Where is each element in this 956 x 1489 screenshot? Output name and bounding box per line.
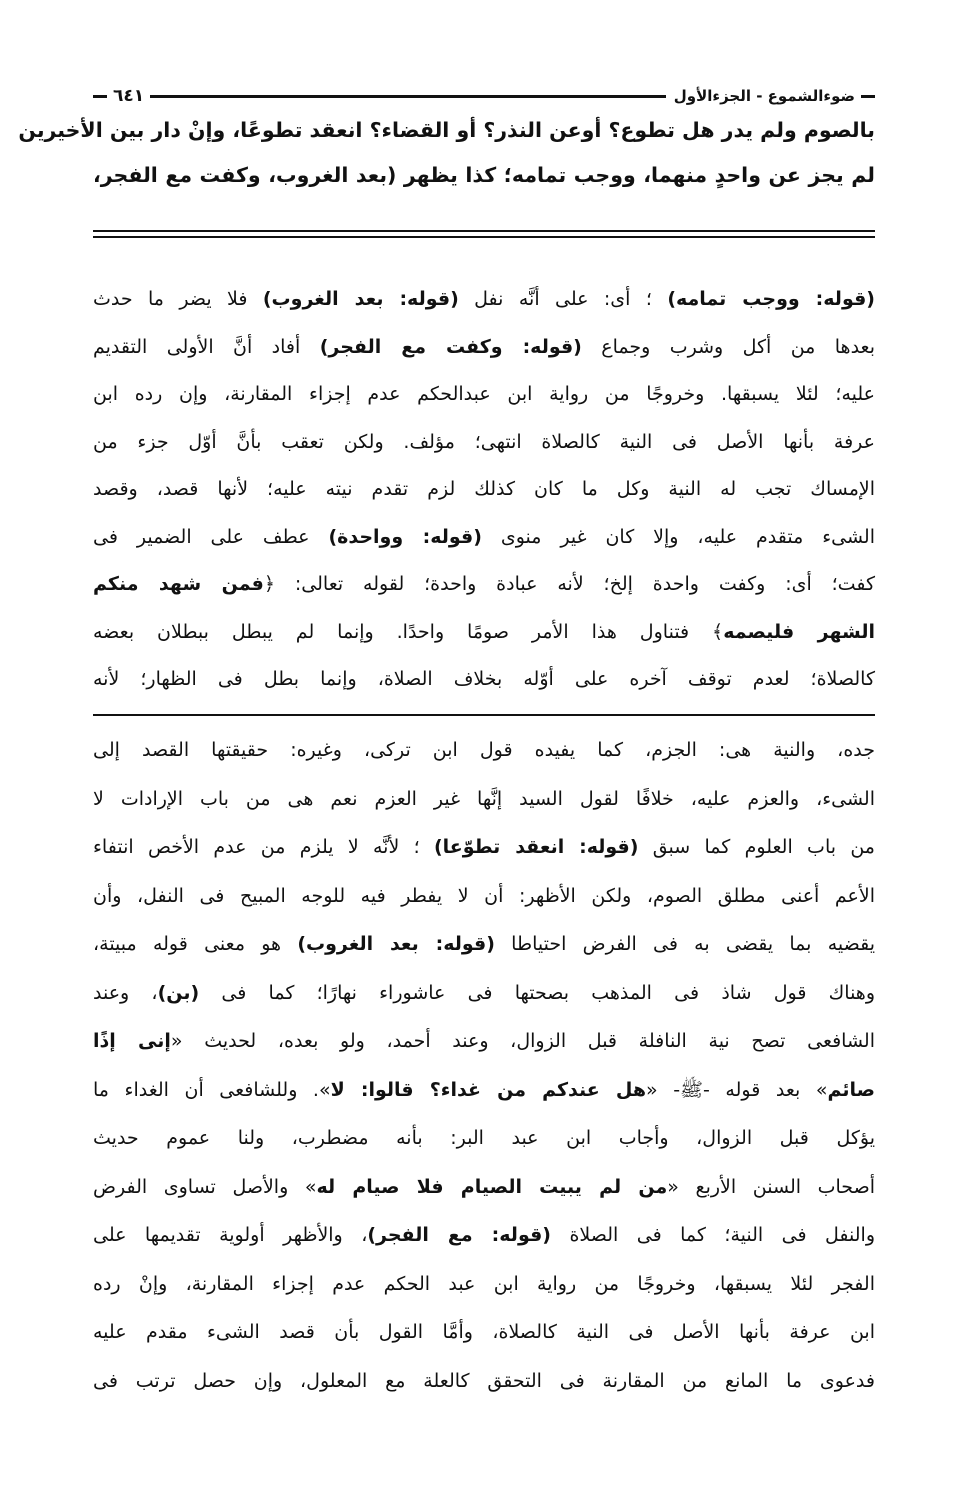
text-line bbox=[93, 561, 875, 609]
bold-quote: (قوله: بعد الغروب) bbox=[297, 933, 495, 955]
text-segment: ؛ لأنَّه لا يلزم من عدم الأخص انتفاء bbox=[93, 836, 434, 858]
text-segment: الفجر لئلا يسبقها، وخروجًا من رواية ابن عبد الحكم عدم إجزاء المقارنة، وإنْ رده bbox=[93, 1272, 875, 1295]
text-line bbox=[93, 1260, 875, 1309]
text-segment: فدعوى ما المانع من المقارنة فى التحقق كالعلة مع المعلول، وإن حصل ترتب فى bbox=[93, 1369, 875, 1392]
book-title: ضوءالشموع - الجزءالأول bbox=[673, 87, 855, 105]
text-segment: الشافعى تصح نية النافلة قبل الزوال، وعند أحمد، ولو بعده، لحديث « bbox=[170, 1030, 875, 1052]
text-segment: كفت؛ أى: وكفت واحدة إلخ؛ لأنه عبادة واحدة؛ لقوله تعالى: ﴿ bbox=[263, 573, 875, 595]
text-segment: الإمساك تجب له النية وكل ما كان كذلك لزم تقدم نيته عليه؛ لأنها قصد، وقصد bbox=[93, 478, 875, 500]
text-segment: وهناك قول شاذ فى المذهب بصحتها فى عاشوراء نهارًا؛ كما فى bbox=[199, 981, 875, 1004]
text-line bbox=[93, 276, 875, 324]
text-segment: يؤكل قبل الزوال، وأجاب ابن عبد البر: بأنه مضطرب، ولنا عموم حديث bbox=[93, 1127, 875, 1149]
text-segment: الشىء، والعزم عليه، خلافًا لقول السيد إنَّها غير العزم نعم هى من باب الإرادات لا bbox=[93, 787, 875, 810]
text-line bbox=[93, 1114, 875, 1163]
text-segment: الشىء متقدم عليه، وإلا كان غير منوى bbox=[481, 525, 875, 548]
text-line bbox=[93, 726, 875, 775]
text-line bbox=[93, 1211, 875, 1260]
text-segment: أصحاب السنن الأربع « bbox=[667, 1175, 875, 1198]
text-line bbox=[93, 371, 875, 419]
text-segment: عليه؛ لئلا يسبقها. وخروجًا من رواية ابن عبدالحكم عدم إجزاء المقارنة، وإن رده ابن bbox=[93, 383, 875, 405]
bold-quote: (قوله: وواحدة) bbox=[328, 525, 482, 548]
text-segment: من باب العلوم كما سبق bbox=[638, 836, 875, 858]
header-rule bbox=[150, 95, 666, 98]
text-segment: » والأصل تساوى الفرض bbox=[93, 1175, 317, 1198]
bold-quote: (قوله: بعد الغروب) bbox=[262, 288, 459, 310]
text-line bbox=[93, 1163, 875, 1212]
text-line bbox=[93, 324, 875, 372]
text-line bbox=[18, 108, 875, 153]
text-line bbox=[93, 153, 875, 198]
text-segment: ابن عرفة بأنها الأصل فى النية كالصلاة، وأمَّا القول بأن قصد الشىء مقدم عليه bbox=[93, 1321, 875, 1343]
text-segment: ». وللشافعى أن الغداء ما bbox=[93, 1078, 331, 1101]
page-number: ٦٤١ bbox=[113, 86, 145, 106]
commentary-block-2 bbox=[93, 726, 875, 1405]
text-segment: الأعم أعنى مطلق الصوم، ولكن الأظهر: أن لا يفطر فيه للوجه المبيح فى النفل، وأن bbox=[93, 884, 875, 907]
bold-quote: من لم يبيت الصيام فلا صيام له bbox=[316, 1175, 668, 1198]
bold-quote: (قوله: انعقد تطوّعا) bbox=[433, 836, 639, 858]
text-segment: بعدها من أكل وشرب وجماع bbox=[581, 335, 875, 358]
text-line bbox=[93, 656, 875, 704]
commentary-block-1 bbox=[93, 276, 875, 704]
text-segment: أفاد أنَّ الأولى التقديم bbox=[93, 335, 320, 358]
main-text bbox=[18, 108, 875, 198]
text-segment: هو معنى قوله مبيتة، bbox=[93, 933, 298, 955]
bold-quote: هل عندكم من غداء؟ قالوا: لا bbox=[330, 1078, 647, 1101]
running-header bbox=[93, 82, 875, 110]
double-rule-divider bbox=[93, 230, 875, 238]
text-line bbox=[93, 609, 875, 657]
bold-quote: (قوله: وكفت مع الفجر) bbox=[319, 335, 582, 358]
text-segment: والنفل فى النية؛ كما فى الصلاة bbox=[550, 1224, 875, 1246]
text-segment: ، وعند bbox=[93, 981, 158, 1004]
text-segment: » بعد قوله -ﷺ- « bbox=[646, 1078, 828, 1101]
text-segment: كالصلاة؛ لعدم توقف آخره على أوّله بخلاف الصلاة، وإنما بطل فى الظهار؛ لأنه bbox=[93, 668, 875, 690]
text-line bbox=[93, 1066, 875, 1115]
text-segment: جده، والنية هى: الجزم، كما يفيده قول ابن تركى، وغيره: حقيقتها القصد إلى bbox=[93, 739, 875, 761]
bold-quote: الشهر فليصمه bbox=[723, 620, 875, 643]
text-line bbox=[93, 466, 875, 514]
bold-quote: فمن شهد منكم bbox=[93, 573, 264, 595]
bold-quote: (بن) bbox=[157, 981, 200, 1004]
text-segment: فلا يضر ما حدث bbox=[93, 288, 263, 310]
header-dash bbox=[861, 95, 875, 98]
text-line bbox=[93, 823, 875, 872]
bold-quote: (قوله: مع الفجر) bbox=[367, 1224, 551, 1246]
text-line bbox=[93, 419, 875, 467]
text-segment: يقضيه بما يقضى به فى الفرض احتياطا bbox=[494, 933, 875, 955]
text-line bbox=[93, 1017, 875, 1066]
text-segment: لم يجز عن واحدٍ منهما، ووجب تمامه؛ كذا يظهر (بعد الغروب، وكفت مع الفجر، bbox=[93, 163, 875, 187]
text-segment: ؛ أى: على أنَّه نفل bbox=[458, 288, 668, 310]
bold-quote: (قوله: ووجب تمامه) bbox=[667, 288, 875, 310]
text-line bbox=[93, 969, 875, 1018]
text-line bbox=[93, 872, 875, 921]
text-line bbox=[93, 920, 875, 969]
text-line bbox=[93, 775, 875, 824]
text-segment: عرفة بأنها الأصل فى النية كالصلاة انتهى؛ مؤلف. ولكن تعقب بأنَّ أوّل جزء من bbox=[93, 430, 875, 453]
rule-divider bbox=[93, 714, 875, 716]
text-segment: ﴾ فتناول هذا الأمر صومًا واحدًا. وإنما لم يبطل ببطلان بعضه bbox=[93, 620, 724, 643]
text-segment: ، والأظهر أولوية تقديمها على bbox=[93, 1224, 368, 1246]
text-line bbox=[93, 1308, 875, 1357]
bold-quote: صائم bbox=[827, 1078, 875, 1101]
text-segment: بالصوم ولم يدر هل تطوع؟ أوعن النذر؟ أو القضاء؟ انعقد تطوعًا، وإنْ دار بين الأخيرين bbox=[18, 118, 875, 142]
text-segment: عطف على الضمير فى bbox=[93, 525, 329, 548]
bold-quote: إنى إذًا bbox=[93, 1030, 171, 1052]
header-dash bbox=[93, 95, 107, 98]
text-line bbox=[93, 1357, 875, 1406]
text-line bbox=[93, 514, 875, 562]
